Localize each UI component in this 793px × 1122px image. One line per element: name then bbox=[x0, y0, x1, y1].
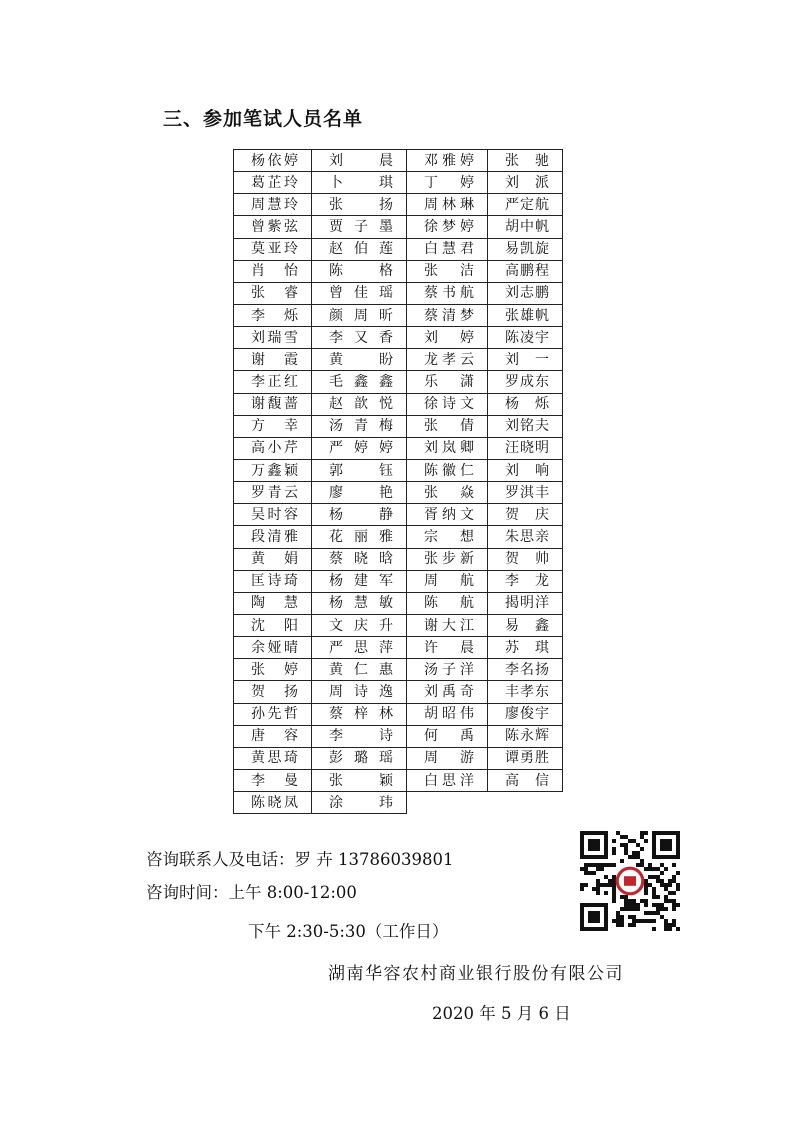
name-cell bbox=[488, 349, 563, 371]
name-cell bbox=[234, 327, 312, 349]
name-cell bbox=[407, 725, 488, 747]
name-cell bbox=[234, 172, 312, 194]
table-row bbox=[234, 792, 563, 814]
table-row bbox=[234, 769, 563, 791]
candidate-name: 丁婷 bbox=[424, 174, 474, 191]
contact-afternoon-line: 下午 2:30-5:30（工作日） bbox=[248, 922, 449, 941]
candidate-name: 陈晓凤 bbox=[251, 794, 298, 811]
name-cell bbox=[488, 526, 563, 548]
candidate-name: 陈永辉 bbox=[505, 728, 549, 745]
candidate-name: 毛鑫鑫 bbox=[329, 373, 393, 390]
table-row bbox=[234, 459, 563, 481]
name-cell bbox=[407, 349, 488, 371]
name-cell bbox=[407, 504, 488, 526]
candidate-name: 黄娟 bbox=[251, 551, 298, 568]
name-cell bbox=[234, 304, 312, 326]
empty-cell bbox=[407, 792, 488, 814]
table-row bbox=[234, 371, 563, 393]
name-cell bbox=[234, 238, 312, 260]
name-cell bbox=[234, 150, 312, 172]
table-row bbox=[234, 172, 563, 194]
empty-cell bbox=[488, 792, 563, 814]
name-cell bbox=[312, 504, 407, 526]
name-cell bbox=[312, 327, 407, 349]
candidate-name: 张焱 bbox=[424, 484, 474, 501]
candidate-name: 胥纳文 bbox=[424, 506, 474, 523]
name-cell bbox=[488, 592, 563, 614]
table-row bbox=[234, 437, 563, 459]
name-cell bbox=[312, 393, 407, 415]
table-row bbox=[234, 703, 563, 725]
candidate-name: 谢霞 bbox=[251, 351, 298, 368]
candidate-name: 张驰 bbox=[505, 152, 549, 169]
candidate-name: 杨静 bbox=[329, 506, 393, 523]
name-cell bbox=[312, 216, 407, 238]
candidate-name: 张洁 bbox=[424, 263, 474, 280]
name-cell bbox=[488, 614, 563, 636]
name-cell bbox=[407, 304, 488, 326]
name-cell bbox=[488, 548, 563, 570]
candidate-name: 曾佳瑶 bbox=[329, 285, 393, 302]
candidate-name: 周林琳 bbox=[424, 196, 474, 213]
name-cell bbox=[488, 769, 563, 791]
candidate-name: 沈阳 bbox=[251, 617, 298, 634]
name-cell bbox=[234, 437, 312, 459]
table-row bbox=[234, 526, 563, 548]
candidate-name: 龙孝云 bbox=[424, 351, 474, 368]
candidate-name: 杨烁 bbox=[505, 396, 549, 413]
name-cell bbox=[234, 526, 312, 548]
name-cell bbox=[488, 172, 563, 194]
candidate-table bbox=[233, 149, 563, 814]
name-cell bbox=[234, 792, 312, 814]
candidate-name: 乐潇 bbox=[424, 373, 474, 390]
candidate-name: 文庆升 bbox=[329, 617, 393, 634]
candidate-name: 郭钰 bbox=[329, 462, 393, 479]
candidate-name: 张睿 bbox=[251, 285, 298, 302]
contact-time-line: 咨询时间：上午 8:00-12:00 bbox=[146, 883, 357, 902]
name-cell bbox=[234, 637, 312, 659]
name-cell bbox=[407, 526, 488, 548]
candidate-name: 刘晨 bbox=[329, 152, 393, 169]
name-cell bbox=[407, 659, 488, 681]
table-row bbox=[234, 725, 563, 747]
name-cell bbox=[234, 260, 312, 282]
candidate-name: 杨依婷 bbox=[251, 152, 298, 169]
name-cell bbox=[407, 482, 488, 504]
table-row bbox=[234, 659, 563, 681]
candidate-name: 李正红 bbox=[251, 373, 298, 390]
name-cell bbox=[312, 614, 407, 636]
name-cell bbox=[234, 194, 312, 216]
candidate-name: 张扬 bbox=[329, 196, 393, 213]
candidate-name: 严定航 bbox=[505, 196, 549, 213]
candidate-name: 高鹏程 bbox=[505, 263, 549, 280]
candidate-name: 匡诗琦 bbox=[251, 573, 298, 590]
name-cell bbox=[312, 172, 407, 194]
candidate-name: 孙先哲 bbox=[251, 706, 298, 723]
candidate-name: 方幸 bbox=[251, 418, 298, 435]
name-cell bbox=[407, 548, 488, 570]
candidate-name: 汤子洋 bbox=[424, 661, 474, 678]
name-cell bbox=[488, 150, 563, 172]
candidate-name: 刘婷 bbox=[424, 329, 474, 346]
candidate-name: 刘瑞雪 bbox=[251, 329, 298, 346]
candidate-name: 张颖 bbox=[329, 772, 393, 789]
name-cell bbox=[407, 327, 488, 349]
table-row bbox=[234, 260, 563, 282]
candidate-name: 苏琪 bbox=[505, 639, 549, 656]
name-cell bbox=[234, 592, 312, 614]
candidate-name: 刘响 bbox=[505, 462, 549, 479]
name-cell bbox=[488, 216, 563, 238]
candidate-name: 李烁 bbox=[251, 307, 298, 324]
candidate-name: 唐容 bbox=[251, 728, 298, 745]
candidate-name: 张步新 bbox=[424, 551, 474, 568]
candidate-name: 许晨 bbox=[424, 639, 474, 656]
candidate-name: 周航 bbox=[424, 573, 474, 590]
candidate-name: 李又香 bbox=[329, 329, 393, 346]
name-cell bbox=[488, 459, 563, 481]
candidate-name: 汤青梅 bbox=[329, 418, 393, 435]
name-cell bbox=[234, 703, 312, 725]
table-row bbox=[234, 681, 563, 703]
candidate-name: 贺庆 bbox=[505, 506, 549, 523]
contact-person-line: 咨询联系人及电话：罗 卉 13786039801 bbox=[146, 850, 454, 869]
name-cell bbox=[488, 282, 563, 304]
name-cell bbox=[312, 659, 407, 681]
name-cell bbox=[488, 747, 563, 769]
candidate-name: 张雄帆 bbox=[505, 307, 549, 324]
name-cell bbox=[234, 614, 312, 636]
name-cell bbox=[407, 747, 488, 769]
candidate-name: 黄盼 bbox=[329, 351, 393, 368]
candidate-name: 陶慧 bbox=[251, 595, 298, 612]
name-cell bbox=[312, 526, 407, 548]
table-row bbox=[234, 327, 563, 349]
name-cell bbox=[407, 769, 488, 791]
table-row bbox=[234, 150, 563, 172]
candidate-name: 颜周昕 bbox=[329, 307, 393, 324]
name-cell bbox=[234, 769, 312, 791]
candidate-name: 白思洋 bbox=[424, 772, 474, 789]
name-cell bbox=[234, 349, 312, 371]
page-title: 三、参加笔试人员名单 bbox=[163, 108, 364, 130]
organization-name: 湖南华容农村商业银行股份有限公司 bbox=[328, 964, 624, 984]
candidate-name: 罗淇丰 bbox=[505, 484, 549, 501]
name-cell bbox=[488, 238, 563, 260]
table-row bbox=[234, 415, 563, 437]
candidate-name: 汪晓明 bbox=[505, 440, 549, 457]
candidate-name: 卜琪 bbox=[329, 174, 393, 191]
candidate-name: 贺扬 bbox=[251, 683, 298, 700]
candidate-name: 高小芹 bbox=[251, 440, 298, 457]
candidate-name: 谭勇胜 bbox=[505, 750, 549, 767]
candidate-name: 莫亚玲 bbox=[251, 241, 298, 258]
candidate-name: 易鑫 bbox=[505, 617, 549, 634]
candidate-name: 胡中帆 bbox=[505, 218, 549, 235]
candidate-name: 万鑫颖 bbox=[251, 462, 298, 479]
name-cell bbox=[312, 150, 407, 172]
name-cell bbox=[312, 238, 407, 260]
table-row bbox=[234, 349, 563, 371]
candidate-name: 蔡书航 bbox=[424, 285, 474, 302]
candidate-name: 严婷婷 bbox=[329, 440, 393, 457]
table-row bbox=[234, 304, 563, 326]
name-cell bbox=[488, 504, 563, 526]
table-row bbox=[234, 637, 563, 659]
candidate-name: 白慧君 bbox=[424, 241, 474, 258]
name-cell bbox=[407, 194, 488, 216]
candidate-name: 揭明洋 bbox=[505, 595, 549, 612]
name-cell bbox=[312, 371, 407, 393]
candidate-name: 肖怡 bbox=[251, 263, 298, 280]
candidate-name: 邓雅婷 bbox=[424, 152, 474, 169]
candidate-name: 高信 bbox=[505, 772, 549, 789]
candidate-name: 张婷 bbox=[251, 661, 298, 678]
table-row bbox=[234, 570, 563, 592]
table-row bbox=[234, 504, 563, 526]
candidate-name: 周慧玲 bbox=[251, 196, 298, 213]
name-cell bbox=[312, 725, 407, 747]
candidate-name: 周诗逸 bbox=[329, 683, 393, 700]
name-cell bbox=[312, 703, 407, 725]
candidate-name: 罗青云 bbox=[251, 484, 298, 501]
table-row bbox=[234, 548, 563, 570]
name-cell bbox=[488, 703, 563, 725]
candidate-name: 吴时容 bbox=[251, 506, 298, 523]
candidate-name: 李曼 bbox=[251, 772, 298, 789]
candidate-name: 易凯旋 bbox=[505, 241, 549, 258]
name-cell bbox=[234, 548, 312, 570]
candidate-name: 刘岚卿 bbox=[424, 440, 474, 457]
name-cell bbox=[312, 637, 407, 659]
candidate-name: 陈凌宇 bbox=[505, 329, 549, 346]
name-cell bbox=[488, 304, 563, 326]
name-cell bbox=[234, 504, 312, 526]
name-cell bbox=[312, 792, 407, 814]
name-cell bbox=[312, 747, 407, 769]
name-cell bbox=[488, 393, 563, 415]
name-cell bbox=[407, 150, 488, 172]
candidate-name: 罗成东 bbox=[505, 373, 549, 390]
name-cell bbox=[234, 570, 312, 592]
name-cell bbox=[407, 614, 488, 636]
candidate-name: 贺帅 bbox=[505, 551, 549, 568]
name-cell bbox=[407, 260, 488, 282]
name-cell bbox=[312, 482, 407, 504]
candidate-name: 刘一 bbox=[505, 351, 549, 368]
candidate-name: 李名扬 bbox=[505, 661, 549, 678]
name-cell bbox=[407, 371, 488, 393]
name-cell bbox=[407, 282, 488, 304]
candidate-name: 周游 bbox=[424, 750, 474, 767]
name-cell bbox=[488, 415, 563, 437]
name-cell bbox=[407, 459, 488, 481]
name-cell bbox=[407, 570, 488, 592]
candidate-name: 蔡清梦 bbox=[424, 307, 474, 324]
candidate-name: 段清雅 bbox=[251, 528, 298, 545]
candidate-name: 李诗 bbox=[329, 728, 393, 745]
name-cell bbox=[407, 437, 488, 459]
name-cell bbox=[312, 194, 407, 216]
candidate-name: 陈航 bbox=[424, 595, 474, 612]
name-cell bbox=[234, 371, 312, 393]
name-cell bbox=[407, 393, 488, 415]
candidate-name: 胡昭伟 bbox=[424, 706, 474, 723]
name-cell bbox=[407, 216, 488, 238]
name-cell bbox=[488, 260, 563, 282]
candidate-name: 张倩 bbox=[424, 418, 474, 435]
candidate-name: 陈格 bbox=[329, 263, 393, 280]
name-cell bbox=[488, 570, 563, 592]
name-cell bbox=[407, 238, 488, 260]
name-cell bbox=[234, 725, 312, 747]
candidate-name: 严思萍 bbox=[329, 639, 393, 656]
candidate-name: 廖俊宇 bbox=[505, 706, 549, 723]
name-cell bbox=[407, 415, 488, 437]
table-row bbox=[234, 614, 563, 636]
name-cell bbox=[488, 482, 563, 504]
name-cell bbox=[234, 659, 312, 681]
name-cell bbox=[312, 548, 407, 570]
candidate-name: 谢大江 bbox=[424, 617, 474, 634]
name-cell bbox=[407, 703, 488, 725]
candidate-name: 徐诗文 bbox=[424, 396, 474, 413]
name-cell bbox=[312, 570, 407, 592]
name-cell bbox=[488, 637, 563, 659]
candidate-name: 彭璐瑶 bbox=[329, 750, 393, 767]
name-cell bbox=[312, 260, 407, 282]
candidate-name: 贾子墨 bbox=[329, 218, 393, 235]
candidate-name: 谢馥蔷 bbox=[251, 396, 298, 413]
candidate-name: 余娅晴 bbox=[251, 639, 298, 656]
table-row bbox=[234, 393, 563, 415]
candidate-name: 徐梦婷 bbox=[424, 218, 474, 235]
candidate-name: 花丽雅 bbox=[329, 528, 393, 545]
name-cell bbox=[488, 371, 563, 393]
table-row bbox=[234, 194, 563, 216]
candidate-name: 李龙 bbox=[505, 573, 549, 590]
candidate-name: 陈徽仁 bbox=[424, 462, 474, 479]
name-cell bbox=[312, 349, 407, 371]
name-cell bbox=[488, 437, 563, 459]
name-cell bbox=[312, 282, 407, 304]
candidate-name: 刘派 bbox=[505, 174, 549, 191]
table-row bbox=[234, 282, 563, 304]
candidate-name: 朱思亲 bbox=[505, 528, 549, 545]
candidate-name: 刘志鹏 bbox=[505, 285, 549, 302]
candidate-name: 杨建军 bbox=[329, 573, 393, 590]
candidate-name: 黄思琦 bbox=[251, 750, 298, 767]
table-row bbox=[234, 747, 563, 769]
candidate-name: 杨慧敏 bbox=[329, 595, 393, 612]
candidate-name: 黄仁惠 bbox=[329, 661, 393, 678]
candidate-name: 刘禹奇 bbox=[424, 683, 474, 700]
qr-code-icon bbox=[580, 831, 680, 931]
name-cell bbox=[312, 415, 407, 437]
name-cell bbox=[234, 282, 312, 304]
name-cell bbox=[407, 172, 488, 194]
name-cell bbox=[407, 681, 488, 703]
name-cell bbox=[312, 437, 407, 459]
table-row bbox=[234, 482, 563, 504]
name-cell bbox=[312, 769, 407, 791]
name-cell bbox=[488, 194, 563, 216]
candidate-name: 葛芷玲 bbox=[251, 174, 298, 191]
name-cell bbox=[234, 681, 312, 703]
name-cell bbox=[312, 459, 407, 481]
table-row bbox=[234, 238, 563, 260]
name-cell bbox=[407, 637, 488, 659]
name-cell bbox=[234, 459, 312, 481]
candidate-name: 刘铭夫 bbox=[505, 418, 549, 435]
candidate-name: 宗想 bbox=[424, 528, 474, 545]
name-cell bbox=[234, 393, 312, 415]
name-cell bbox=[234, 747, 312, 769]
name-cell bbox=[312, 592, 407, 614]
name-cell bbox=[488, 725, 563, 747]
name-cell bbox=[488, 327, 563, 349]
name-cell bbox=[488, 681, 563, 703]
table-row bbox=[234, 216, 563, 238]
name-cell bbox=[312, 681, 407, 703]
candidate-name: 赵歆悦 bbox=[329, 396, 393, 413]
table-row bbox=[234, 592, 563, 614]
candidate-name: 涂玮 bbox=[329, 794, 393, 811]
name-cell bbox=[312, 304, 407, 326]
name-cell bbox=[234, 415, 312, 437]
candidate-name: 丰孝东 bbox=[505, 683, 549, 700]
name-cell bbox=[407, 592, 488, 614]
candidate-name: 何禹 bbox=[424, 728, 474, 745]
candidate-name: 廖艳 bbox=[329, 484, 393, 501]
name-cell bbox=[234, 482, 312, 504]
name-cell bbox=[488, 659, 563, 681]
name-cell bbox=[234, 216, 312, 238]
issue-date: 2020 年 5 月 6 日 bbox=[432, 1004, 571, 1023]
candidate-name: 曾紫弦 bbox=[251, 218, 298, 235]
candidate-name: 赵伯莲 bbox=[329, 241, 393, 258]
candidate-name: 蔡晓晗 bbox=[329, 551, 393, 568]
candidate-name: 蔡梓林 bbox=[329, 706, 393, 723]
